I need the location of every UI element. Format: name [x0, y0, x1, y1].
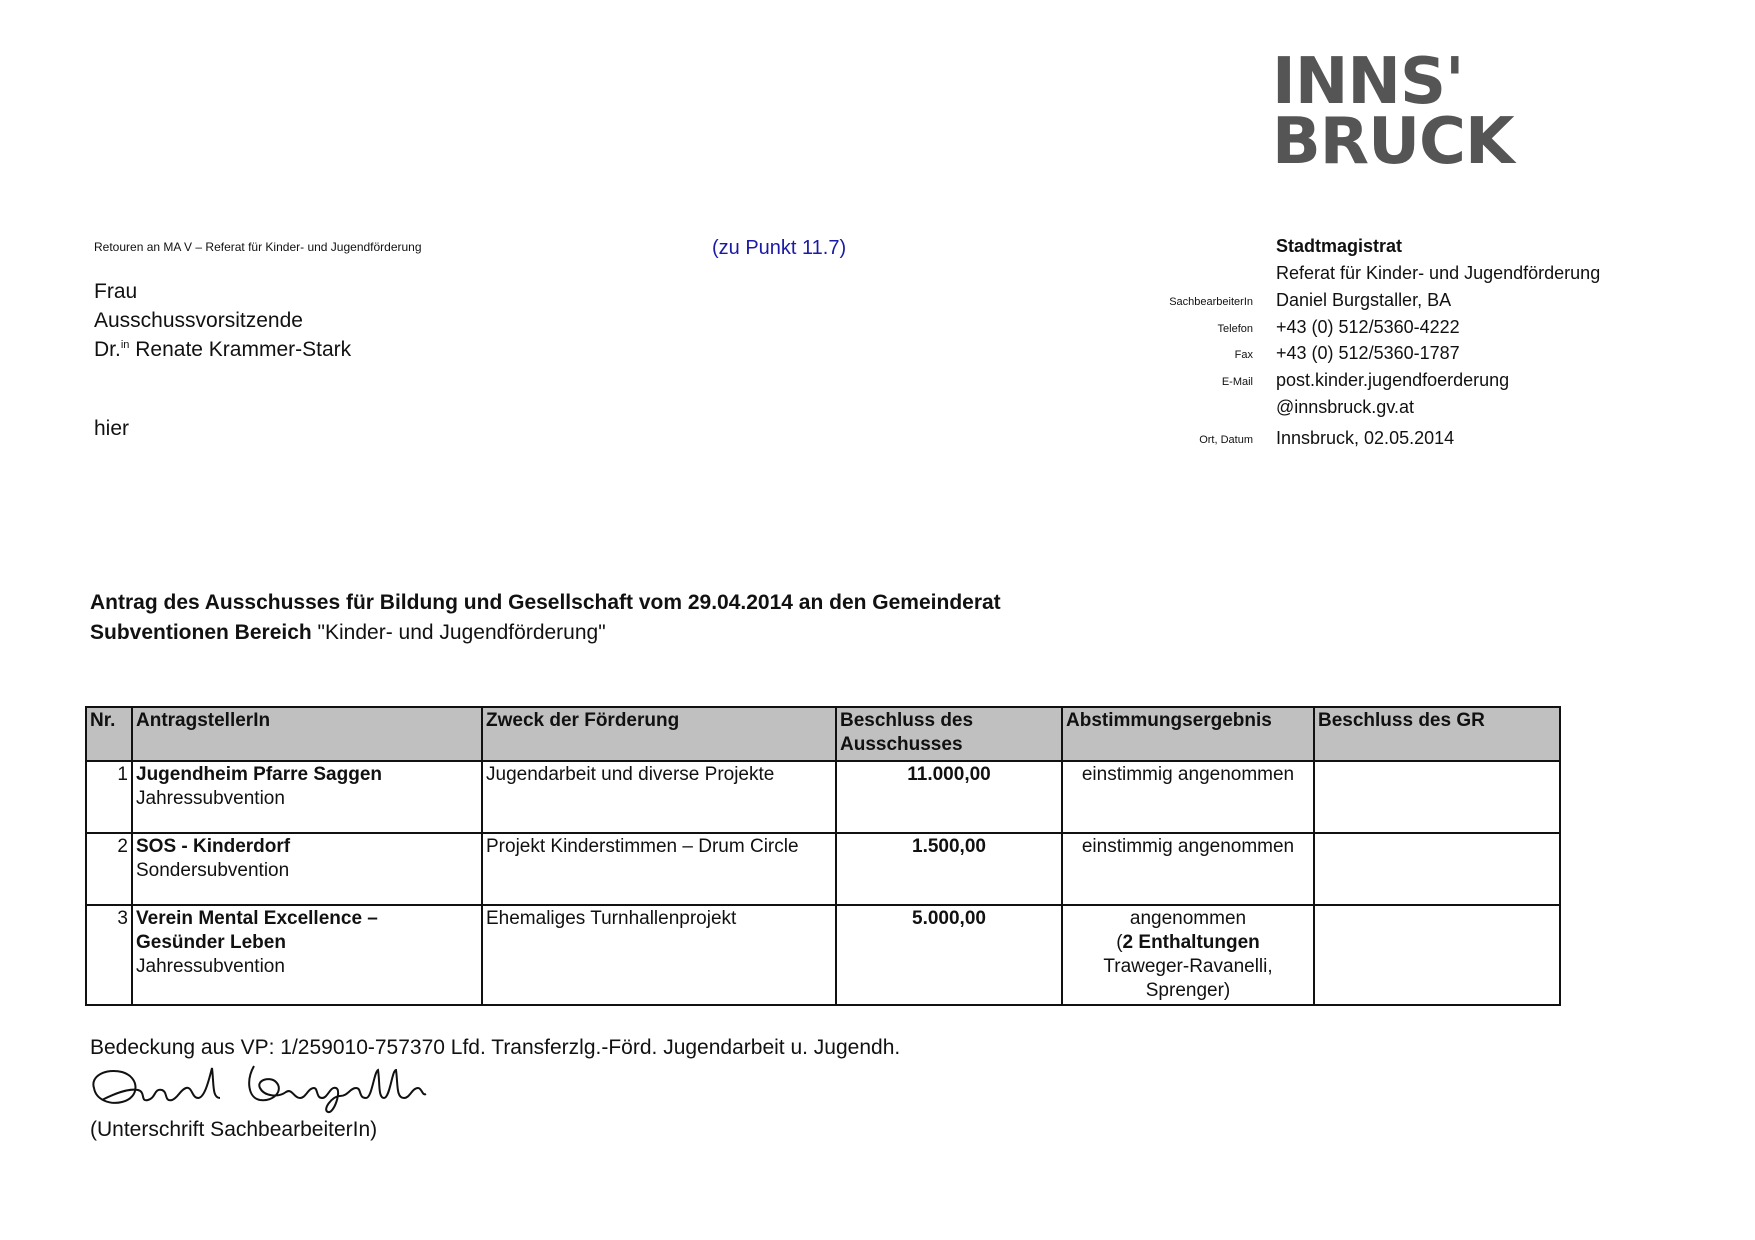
row-purpose: Jugendarbeit und diverse Projekte [482, 761, 836, 833]
row-vote: einstimmig angenommen [1062, 761, 1314, 833]
subtitle-rest: "Kinder- und Jugendförderung" [311, 621, 606, 644]
row-purpose: Ehemaliges Turnhallenprojekt [482, 905, 836, 1005]
clerk-value: Daniel Burgstaller, BA [1276, 290, 1452, 310]
row-amount: 11.000,00 [836, 761, 1062, 833]
handwritten-signature [88, 1058, 428, 1120]
agenda-item-reference: (zu Punkt 11.7) [712, 237, 847, 259]
recipient-name-line [94, 338, 351, 362]
vote-paren: ( [1116, 932, 1123, 953]
place-date-label: Ort, Datum [1199, 434, 1253, 446]
phone-value: +43 (0) 512/5360-4222 [1276, 317, 1460, 337]
vote-abstentions: 2 Enthaltungen [1122, 932, 1260, 953]
row-purpose: Projekt Kinderstimmen – Drum Circle [482, 833, 836, 905]
row-gr-decision [1314, 833, 1560, 905]
clerk-label: SachbearbeiterIn [1169, 296, 1253, 308]
vote-line2 [1066, 931, 1310, 955]
subtitle-bold: Subventionen Bereich [90, 621, 312, 644]
applicant-type: Jahressubvention [136, 788, 285, 809]
document-subtitle [90, 621, 606, 645]
sender-dept: Referat für Kinder- und Jugendförderung [1276, 263, 1601, 283]
recipient-title-prefix: Dr. [94, 338, 121, 361]
fax-value: +43 (0) 512/5360-1787 [1276, 343, 1460, 363]
vote-line3: Traweger-Ravanelli, [1103, 956, 1273, 977]
recipient-hier: hier [94, 417, 130, 440]
email-value-line1: post.kinder.jugendfoerderung [1276, 370, 1510, 390]
header-vote-result: Abstimmungsergebnis [1062, 707, 1314, 761]
signature-caption: (Unterschrift SachbearbeiterIn) [90, 1118, 378, 1141]
header-gr-decision: Beschluss des GR [1314, 707, 1560, 761]
row-vote: einstimmig angenommen [1062, 833, 1314, 905]
recipient-name: Renate Krammer-Stark [135, 338, 352, 361]
row-applicant [132, 833, 482, 905]
table-row [86, 833, 1560, 905]
fax-label: Fax [1234, 349, 1253, 361]
return-address-line: Retouren an MA V – Referat für Kinder- und Jugendförderung [94, 240, 422, 254]
subsidy-table [85, 706, 1561, 1006]
document-title: Antrag des Ausschusses für Bildung und Gesellschaft vom 29.04.2014 an den Gemeinderat [90, 591, 1001, 614]
applicant-name: SOS - Kinderdorf [136, 836, 291, 857]
recipient-title-sup: in [120, 339, 130, 351]
phone-label: Telefon [1217, 323, 1253, 335]
header-purpose: Zweck der Förderung [482, 707, 836, 761]
innsbruck-logo [1272, 45, 1514, 179]
header-nr: Nr. [86, 707, 132, 761]
applicant-name-line1: Verein Mental Excellence – [136, 908, 378, 929]
logo-line-2: BRUCK [1272, 105, 1514, 179]
header-committee-decision: Beschluss des Ausschusses [836, 707, 1062, 761]
budget-coverage-note: Bedeckung aus VP: 1/259010-757370 Lfd. Transferzlg.-Förd. Jugendarbeit u. Jugendh. [90, 1036, 901, 1059]
vote-line1: angenommen [1129, 908, 1247, 929]
table-row [86, 905, 1560, 1005]
table-header-row [86, 707, 1560, 761]
place-date-value: Innsbruck, 02.05.2014 [1276, 428, 1455, 448]
row-nr: 2 [86, 833, 132, 905]
vote-line4: Sprenger) [1145, 980, 1231, 1001]
row-nr: 1 [86, 761, 132, 833]
row-applicant [132, 905, 482, 1005]
applicant-name-line2: Gesünder Leben [136, 932, 286, 953]
row-amount: 5.000,00 [836, 905, 1062, 1005]
header-applicant: AntragstellerIn [132, 707, 482, 761]
row-gr-decision [1314, 761, 1560, 833]
applicant-type: Jahressubvention [136, 956, 285, 977]
row-nr: 3 [86, 905, 132, 1005]
applicant-name: Jugendheim Pfarre Saggen [136, 764, 383, 785]
recipient-role: Ausschussvorsitzende [94, 309, 303, 332]
logo-line-1: INNS' [1272, 45, 1464, 119]
row-gr-decision [1314, 905, 1560, 1005]
row-vote [1062, 905, 1314, 1005]
table-row [86, 761, 1560, 833]
row-applicant [132, 761, 482, 833]
sender-org: Stadtmagistrat [1276, 236, 1403, 256]
row-amount: 1.500,00 [836, 833, 1062, 905]
email-label: E-Mail [1221, 376, 1253, 388]
email-value-line2: @innsbruck.gv.at [1276, 397, 1414, 417]
recipient-salutation: Frau [94, 280, 138, 303]
applicant-type: Sondersubvention [136, 860, 290, 881]
